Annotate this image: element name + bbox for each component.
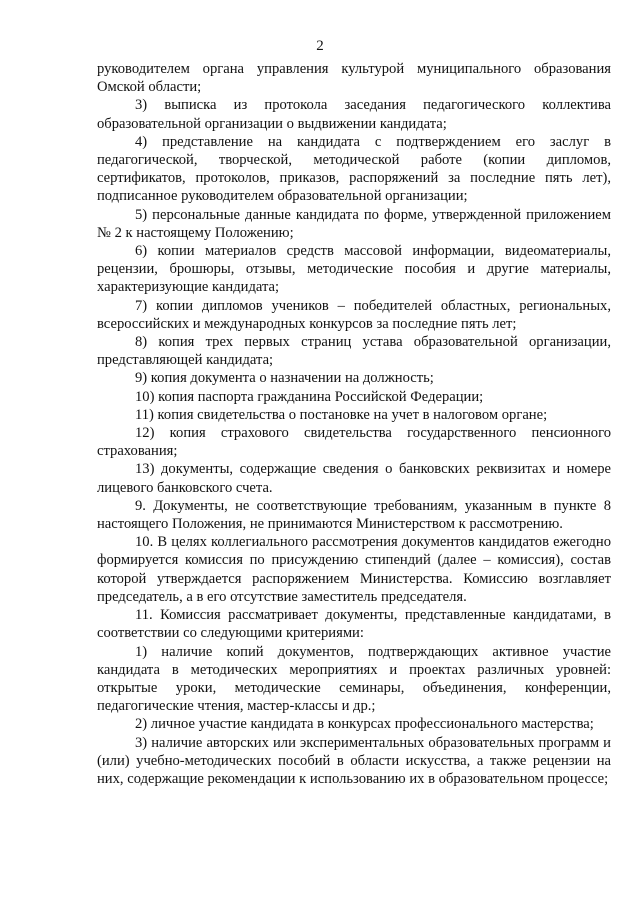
paragraph: 6) копии материалов средств массовой информации, видеоматериалы, рецензии, брошюры, отзывы, методические пособия и другие материалы, характеризующие кандидата;: [97, 243, 611, 296]
paragraph: 7) копии дипломов учеников – победителей областных, региональных, всероссийских и международных конкурсов за последние пять лет;: [97, 297, 611, 332]
paragraph: 11. Комиссия рассматривает документы, представленные кандидатами, в соответствии со следующими критериями:: [97, 607, 611, 642]
paragraph: 3) наличие авторских или экспериментальных образовательных программ и (или) учебно-методических пособий в области искусства, а также рецензии на них, содержащие рекомендации к использованию их в образовательном процессе;: [97, 734, 611, 787]
paragraph: 10) копия паспорта гражданина Российской Федерации;: [135, 388, 484, 405]
paragraph: 9) копия документа о назначении на должность;: [135, 370, 434, 387]
paragraph: 3) выписка из протокола заседания педагогического коллектива образовательной организации о выдвижении кандидата;: [97, 97, 611, 132]
paragraph: 4) представление на кандидата с подтверждением его заслуг в педагогической, творческой, методической работе (копии дипломов, сертификатов, протоколов, приказов, распоряжений за последние пять лет), подписанное руководителем образовательной организации;: [97, 133, 611, 205]
paragraph: 5) персональные данные кандидата по форме, утвержденной приложением № 2 к настоящему Положению;: [97, 206, 611, 241]
paragraph: 12) копия страхового свидетельства государственного пенсионного страхования;: [97, 425, 611, 460]
paragraph: 9. Документы, не соответствующие требованиям, указанным в пункте 8 настоящего Положения, не принимаются Министерством к рассмотрению.: [97, 497, 611, 533]
paragraph: 8) копия трех первых страниц устава образовательной организации, представляющей кандидата;: [97, 334, 611, 369]
paragraph: руководителем органа управления культурой муниципального образования Омской области;: [97, 61, 611, 96]
paragraph: 11) копия свидетельства о постановке на учет в налоговом органе;: [135, 406, 548, 423]
page-number: 2: [316, 38, 324, 54]
paragraph: 10. В целях коллегиального рассмотрения документов кандидатов ежегодно формируется комиссия по присуждению стипендий (далее – комиссия), состав которой утверждается распоряжением Министерства. Комиссию возглавляет председатель, а в его отсутствие заместитель председателя.: [97, 534, 611, 605]
paragraph: 13) документы, содержащие сведения о банковских реквизитах и номере лицевого банковского счета.: [97, 461, 611, 496]
paragraph: 2) личное участие кандидата в конкурсах профессионального мастерства;: [135, 716, 594, 733]
document-body: [97, 60, 611, 788]
paragraph: 1) наличие копий документов, подтверждающих активное участие кандидата в методических мероприятиях и проектах различных уровней: открытые уроки, методические семинары, объединения, конференции, педагогические чтения, мастер-классы и др.;: [97, 643, 611, 715]
